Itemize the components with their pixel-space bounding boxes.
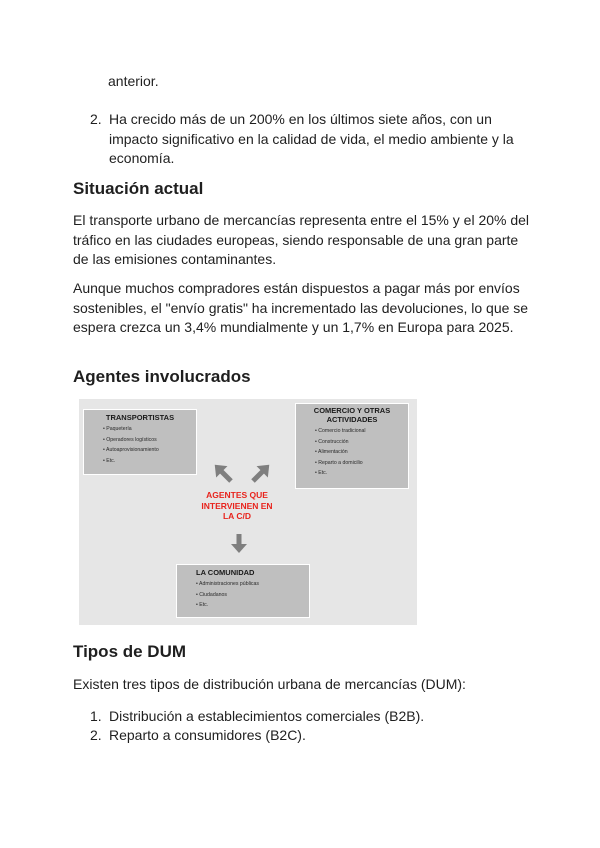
list-item: • Autoaprovisionamiento (103, 445, 196, 456)
paragraph-compradores: Aunque muchos compradores están dispuestos a pagar más por envíos sostenibles, el "envío gratis" ha incrementado las devoluciones, lo que se espera crezca un 3,4% mundialmente y un 1,7% en Europa para 2025. (73, 280, 529, 335)
list-item (90, 110, 530, 169)
list-item-number: 1. (90, 708, 102, 724)
list-item: • Etc. (103, 456, 196, 467)
list-item: • Construcción (315, 437, 408, 448)
box-comunidad (176, 564, 310, 618)
paragraph-transporte: El transporte urbano de mercancías representa entre el 15% y el 20% del tráfico en las ciudades europeas, siendo responsable de una gran parte de las emisiones contaminantes. (73, 212, 530, 267)
list-item-text: Distribución a establecimientos comerciales (B2B). (109, 708, 425, 724)
heading-agentes-involucrados: Agentes involucrados (73, 367, 251, 386)
list-item: • Operadores logísticos (103, 435, 196, 446)
list-item-text: Ha crecido más de un 200% en los últimos siete años, con un impacto significativo en la calidad de vida, el medio ambiente y la economía. (109, 111, 514, 166)
list-item: • Etc. (196, 600, 309, 611)
list-item-text: Reparto a consumidores (B2C). (109, 727, 306, 743)
intro-continuation: anterior. (108, 73, 159, 89)
list-item-number: 2. (90, 111, 102, 127)
list-item-number: 2. (90, 727, 102, 743)
list-item: • Reparto a domicilio (315, 458, 408, 469)
center-label: AGENTES QUE INTERVIENEN EN LA C/D (201, 490, 273, 521)
box-transportistas-title: TRANSPORTISTAS (105, 413, 175, 422)
list-item: • Etc. (315, 468, 408, 479)
box-comunidad-list (177, 579, 309, 611)
list-item: • Comercio tradicional (315, 426, 408, 437)
list-item (90, 707, 530, 727)
heading-situacion-actual: Situación actual (73, 179, 204, 198)
list-item: • Alimentación (315, 447, 408, 458)
list-item (90, 726, 530, 746)
heading-tipos-dum: Tipos de DUM (73, 642, 187, 661)
paragraph-tipos-dum: Existen tres tipos de distribución urbana de mercancías (DUM): (73, 676, 466, 692)
arrow-down-icon (231, 534, 247, 553)
agents-diagram (79, 399, 417, 625)
list-item: • Ciudadanos (196, 590, 309, 601)
box-comercio-title: COMERCIO Y OTRAS ACTIVIDADES (313, 406, 391, 424)
arrow-up-right-icon (247, 459, 275, 487)
box-comunidad-title: LA COMUNIDAD (196, 568, 255, 577)
arrow-up-left-icon (209, 459, 237, 487)
list-item: • Paquetería (103, 424, 196, 435)
list-item: • Administraciones públicas (196, 579, 309, 590)
